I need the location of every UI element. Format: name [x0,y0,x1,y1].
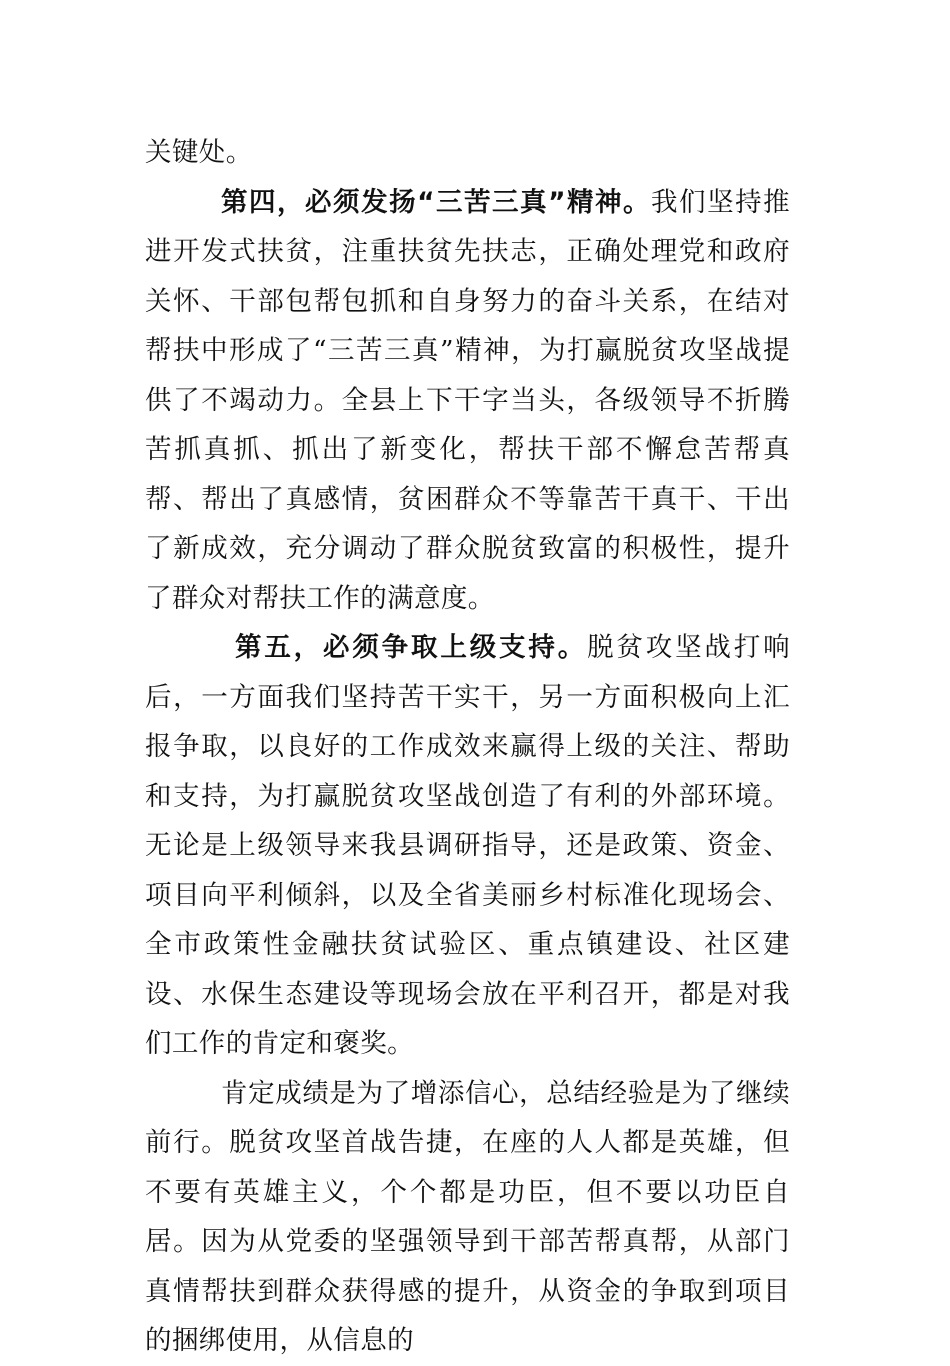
paragraph-text: 我们坚持推进开发式扶贫，注重扶贫先扶志，正确处理党和政府关怀、干部包帮包抓和自身努力的奋斗关系，在结对帮扶中形成了“三苦三真”精神，为打赢脱贫攻坚战提供了不竭动力。全县上下干字当头，各级领导不折腾苦抓真抓、抓出了新变化，帮扶干部不懈怠苦帮真帮、帮出了真感情，贫困群众不等靠苦干真干、干出了新成效，充分调动了群众脱贫致富的积极性，提升了群众对帮扶工作的满意度。 [145,186,790,614]
paragraph-fifth-point [145,623,790,1069]
paragraph-text: 脱贫攻坚战打响后，一方面我们坚持苦干实干，另一方面积极向上汇报争取，以良好的工作成效来赢得上级的关注、帮助和支持，为打赢脱贫攻坚战创造了有利的外部环境。无论是上级领导来我县调研指导，还是政策、资金、项目向平利倾斜，以及全省美丽乡村标准化现场会、全市政策性金融扶贫试验区、重点镇建设、社区建设、水保生态建设等现场会放在平利召开，都是对我们工作的肯定和褒奖。 [145,632,790,1059]
paragraph-summary [145,1069,790,1366]
paragraph-lead-heading: 第五，必须争取上级支持。 [235,632,588,663]
paragraph-lead-heading: 第四，必须发扬“三苦三真”精神。 [221,186,652,218]
paragraph-text: 关键处。 [145,137,253,168]
paragraph-text: 肯定成绩是为了增添信心，总结经验是为了继续前行。脱贫攻坚首战告捷，在座的人人都是英雄，但不要有英雄主义，个个都是功臣，但不要以功臣自居。因为从党委的坚强领导到干部苦帮真帮，从部门真情帮扶到群众获得感的提升，从资金的争取到项目的捆绑使用，从信息的 [145,1077,790,1356]
document-body [145,128,790,1366]
paragraph-continuation [145,128,790,178]
paragraph-fourth-point [145,178,790,624]
